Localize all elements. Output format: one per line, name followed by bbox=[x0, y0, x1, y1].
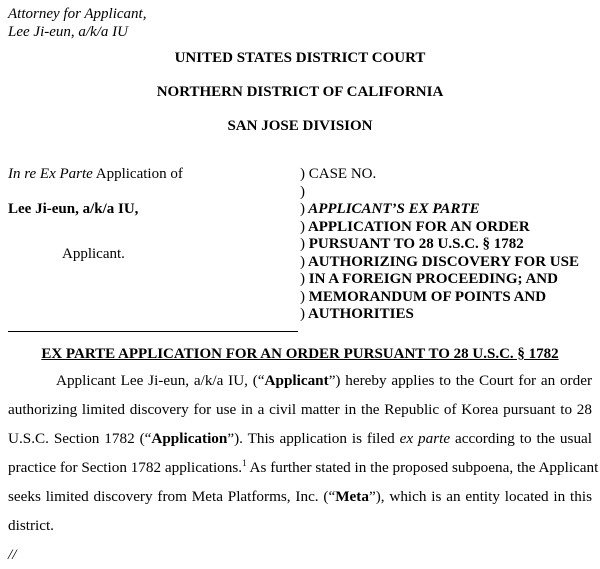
doc-title-line-5: ) IN A FOREIGN PROCEEDING; AND bbox=[300, 271, 558, 287]
body-paragraph bbox=[8, 366, 599, 569]
case-number-label: CASE NO. bbox=[308, 166, 377, 182]
doc-title-line-4: ) AUTHORIZING DISCOVERY FOR USE bbox=[300, 253, 579, 270]
in-re-italic: In re Ex Parte bbox=[8, 166, 93, 182]
body-line-1: Applicant Lee Ji-eun, a/k/a IU, (“Applicant”) hereby applies to the Court for an order bbox=[56, 372, 593, 389]
doc-title-line-7: ) AUTHORITIES bbox=[300, 306, 414, 322]
body-line-2: authorizing limited discovery for use in a civil matter in the Republic of Korea pursuant to 28 bbox=[8, 401, 592, 418]
doc-title-line-2: ) APPLICATION FOR AN ORDER bbox=[300, 218, 530, 235]
paren-line: ) bbox=[300, 183, 305, 200]
attorney-line-2: Lee Ji-eun, a/k/a IU bbox=[8, 24, 128, 40]
doc-title-line-3: ) PURSUANT TO 28 U.S.C. § 1782 bbox=[300, 236, 524, 252]
doc-title-line-1: ) APPLICANT’S EX PARTE bbox=[300, 201, 480, 217]
in-re-line bbox=[8, 166, 183, 183]
in-re-rest: Application of bbox=[92, 166, 183, 182]
case-number-line: ) CASE NO. bbox=[300, 166, 377, 182]
body-line-3: U.S.C. Section 1782 (“Application”). This application is filed ex parte according to the usual bbox=[8, 430, 592, 447]
body-line-6: district. bbox=[8, 517, 54, 534]
applicant-name: Lee Ji-eun, a/k/a IU, bbox=[8, 201, 139, 217]
doc-title-line-6: ) MEMORANDUM OF POINTS AND bbox=[300, 288, 547, 305]
attorney-line-1: Attorney for Applicant, bbox=[8, 6, 147, 22]
body-line-5: seeks limited discovery from Meta Platforms, Inc. (“Meta”), which is an entity located in this bbox=[8, 488, 592, 505]
section-heading: EX PARTE APPLICATION FOR AN ORDER PURSUANT TO 28 U.S.C. § 1782 bbox=[41, 346, 559, 362]
court-division: SAN JOSE DIVISION bbox=[227, 118, 373, 134]
footnote-ref[interactable]: 1 bbox=[242, 458, 247, 468]
court-name: UNITED STATES DISTRICT COURT bbox=[174, 50, 426, 66]
applicant-role: Applicant. bbox=[62, 246, 125, 262]
body-line-7: // bbox=[8, 546, 17, 563]
caption-right-block bbox=[300, 166, 579, 324]
court-district: NORTHERN DISTRICT OF CALIFORNIA bbox=[156, 84, 444, 100]
body-line-4: practice for Section 1782 applications.$^1$ As further stated in the proposed subpoena, the Applicant bbox=[8, 458, 599, 476]
caption-divider bbox=[8, 331, 298, 332]
